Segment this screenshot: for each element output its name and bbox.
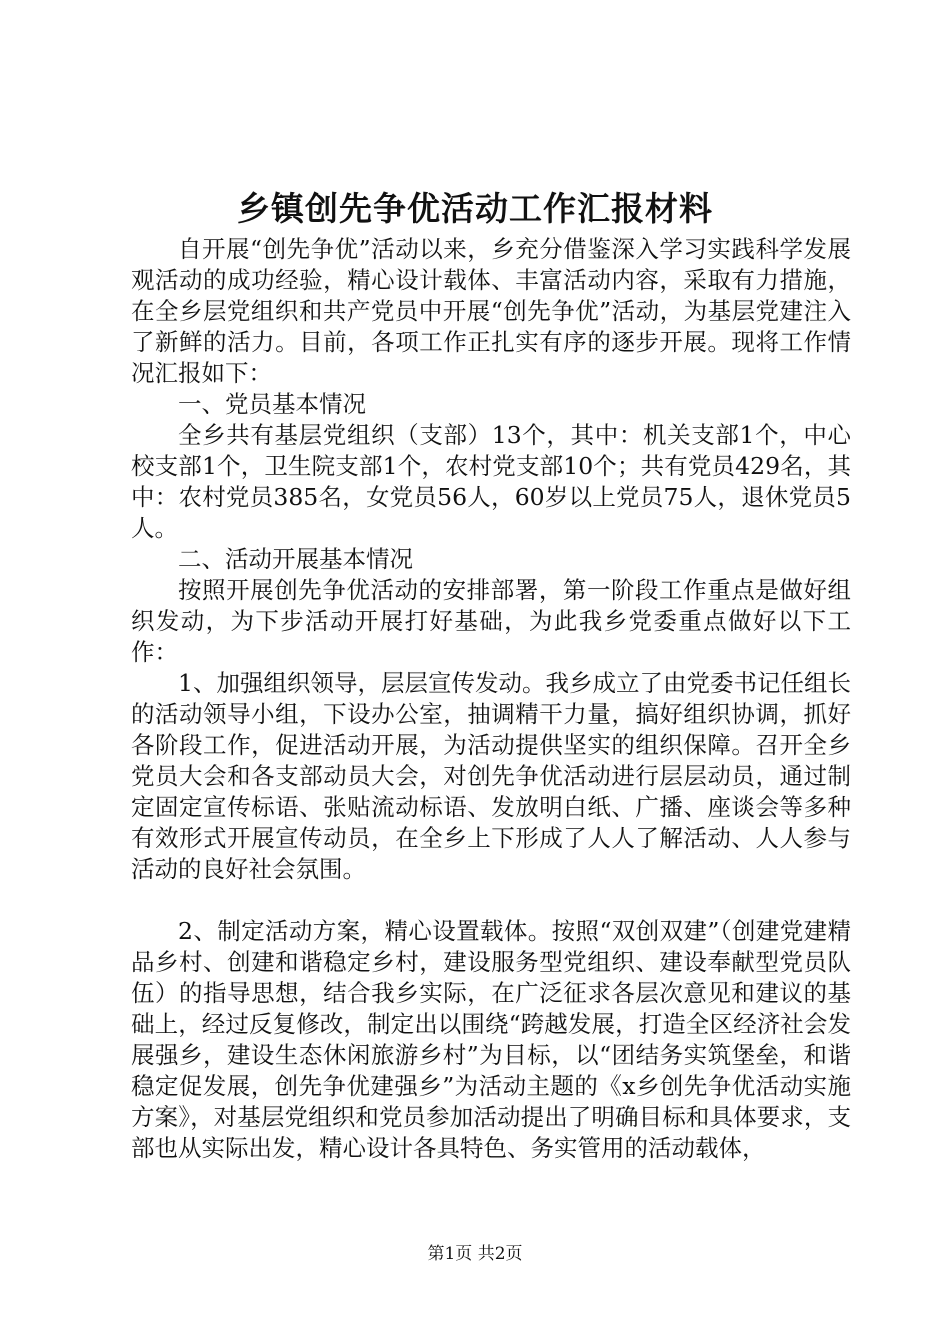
section-heading-activities: 二、活动开展基本情况 (178, 545, 413, 573)
section-heading-party-members: 一、党员基本情况 (178, 390, 366, 418)
paragraph-party-members: 全乡共有基层党组织（支部）13个，其中：机关支部1个，中心校支部1个，卫生院支部1个，农村党支部10个；共有党员429名，其中：农村党员385名，女党员56人，60岁以上党员75人，退休党员5人。 (131, 421, 851, 542)
paragraph-item-2: 2、制定活动方案，精心设置载体。按照“双创双建”（创建党建精品乡村、创建和谐稳定乡村，建设服务型党组织、建设奉献型党员队伍）的指导思想，结合我乡实际，在广泛征求各层次意见和建议的基础上，经过反复修改，制定出以围绕“跨越发展，打造全区经济社会发展强乡，建设生态休闲旅游乡村”为目标，以“团结务实筑堡垒，和谐稳定促发展，创先争优建强乡”为活动主题的《x乡创先争优活动实施方案》，对基层党组织和党员参加活动提出了明确目标和具体要求，支部也从实际出发，精心设计各具特色、务实管用的活动载体， (131, 917, 851, 1162)
page-footer: 第1页 共2页 (427, 1244, 523, 1264)
paragraph-item-1: 1、加强组织领导，层层宣传发动。我乡成立了由党委书记任组长的活动领导小组，下设办公室，抽调精干力量，搞好组织协调，抓好各阶段工作，促进活动开展，为活动提供坚实的组织保障。召开全乡党员大会和各支部动员大会，对创先争优活动进行层层动员，通过制定固定宣传标语、张贴流动标语、发放明白纸、广播、座谈会等多种有效形式开展宣传动员，在全乡上下形成了人人了解活动、人人参与活动的良好社会氛围。 (131, 669, 851, 883)
paragraph-activities-intro: 按照开展创先争优活动的安排部署，第一阶段工作重点是做好组织发动，为下步活动开展打好基础，为此我乡党委重点做好以下工作： (131, 576, 851, 666)
document-body (131, 234, 851, 1164)
paragraph-intro: 自开展“创先争优”活动以来，乡充分借鉴深入学习实践科学发展观活动的成功经验，精心设计载体、丰富活动内容，采取有力措施，在全乡层党组织和共产党员中开展“创先争优”活动，为基层党建注入了新鲜的活力。目前，各项工作正扎实有序的逐步开展。现将工作情况汇报如下： (131, 235, 851, 387)
document-title: 乡镇创先争优活动工作汇报材料 (237, 189, 713, 228)
